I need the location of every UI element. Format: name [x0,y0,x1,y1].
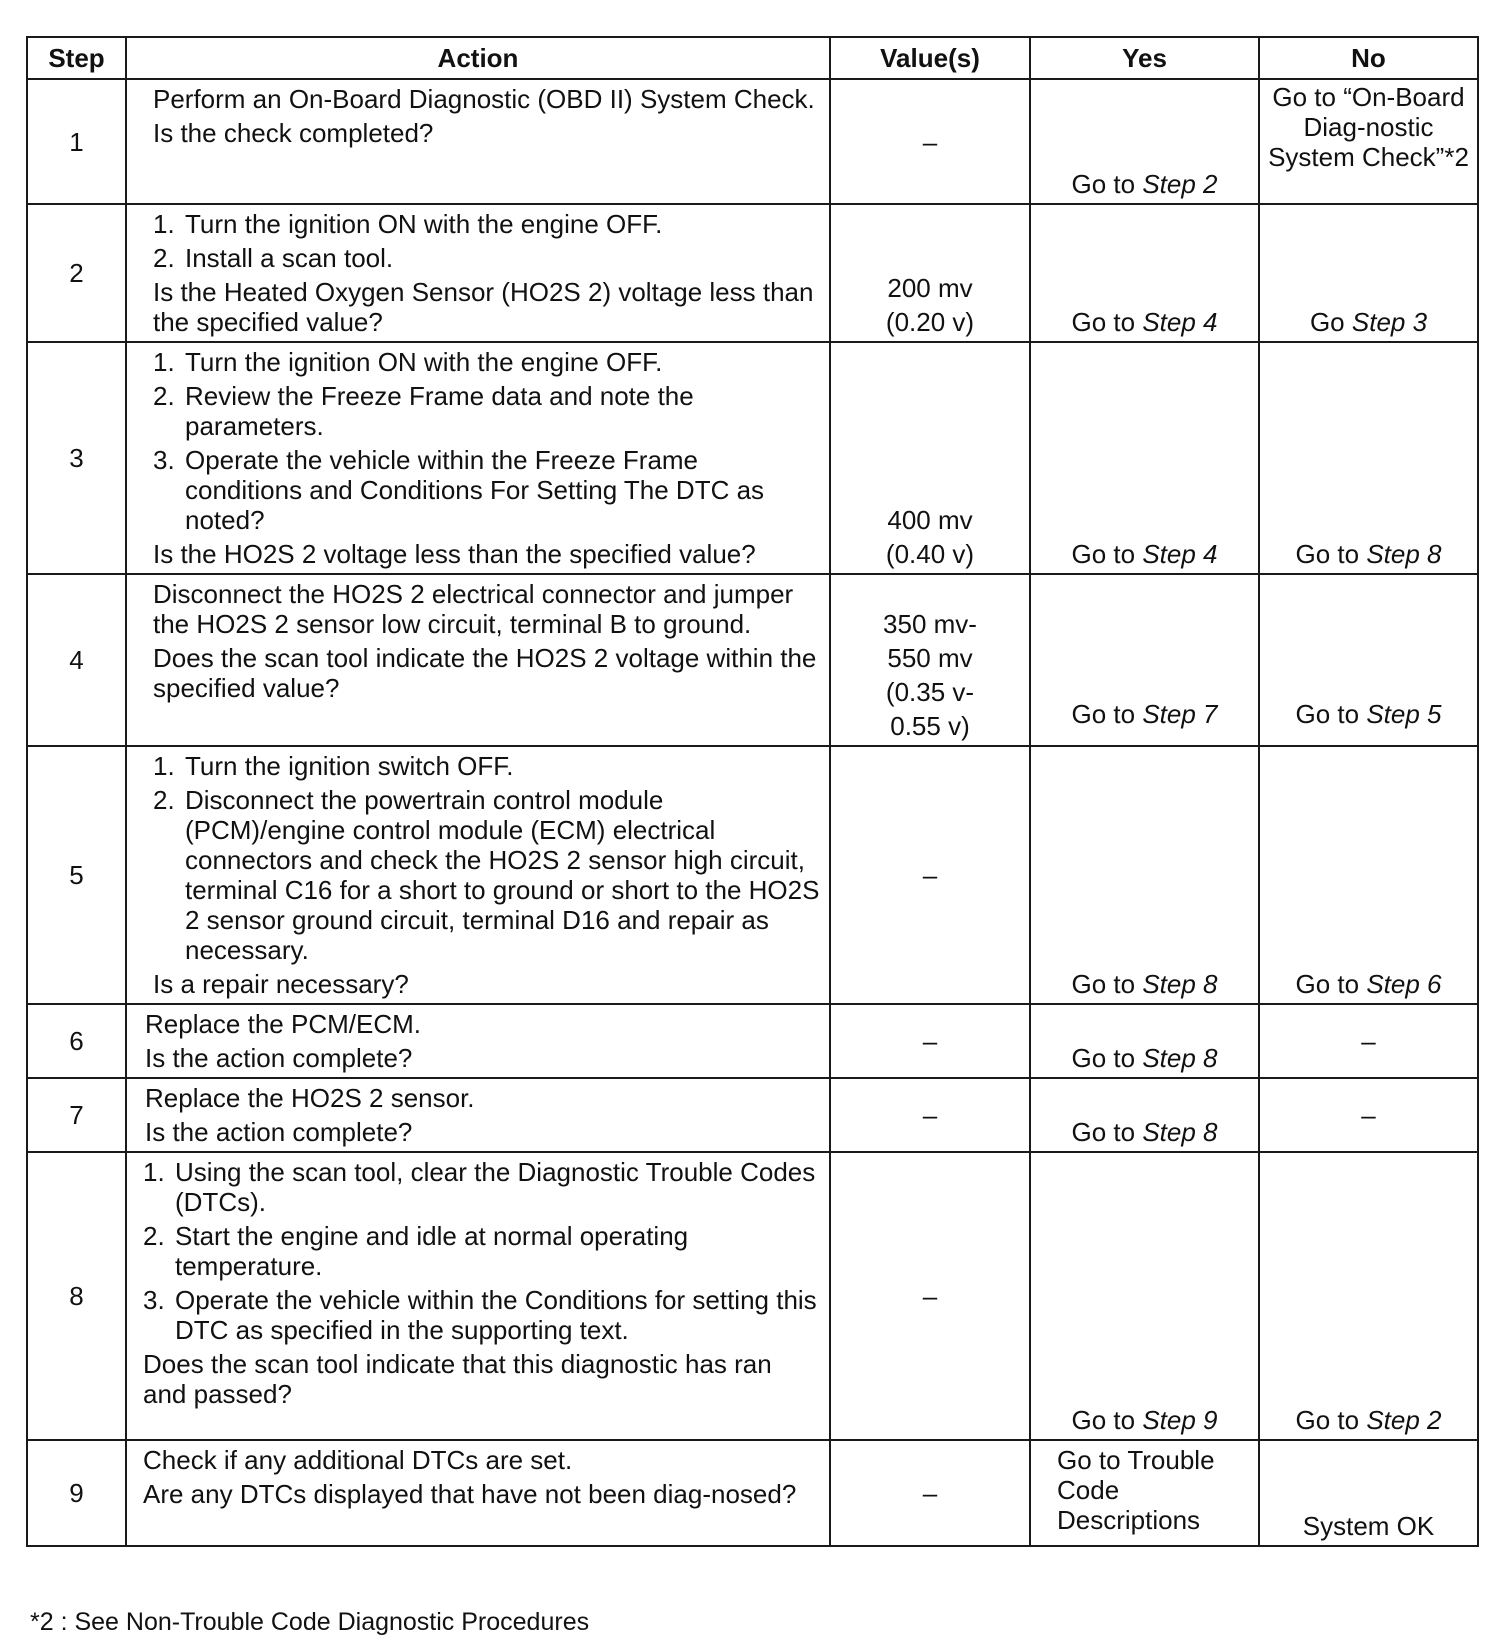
action-cell [126,746,830,1004]
action-cell [126,574,830,746]
no-cell: Go Step 3 [1259,204,1478,342]
list-item: 2. Disconnect the powertrain control module (PCM)/engine control module (ECM) electrical connectors and check the HO2S 2 sensor high circuit, terminal C16 for a short to ground or short to the HO2S 2 sensor ground circuit, terminal D16 and repair as necessary. [153,785,820,965]
step-number: 7 [27,1078,126,1152]
yes-step-link[interactable]: Step 8 [1142,969,1218,999]
step-number: 2 [27,204,126,342]
yes-step-link[interactable]: Step 8 [1142,1043,1218,1073]
yes-cell: Go to Step 4 [1030,342,1259,574]
yes-cell: Go to Step 8 [1030,746,1259,1004]
value-cell: – [830,79,1030,204]
header-step: Step [27,37,126,79]
action-text: Perform an On-Board Diagnostic (OBD II) System Check. [153,84,815,114]
action-cell [126,1152,830,1440]
list-number: 2. [143,1221,165,1251]
no-text[interactable]: Go to “On-Board Diag-nostic System Check”*2 [1268,82,1469,172]
table-row [27,1078,1478,1152]
action-list [143,1157,821,1345]
list-item: 2. Install a scan tool. [153,243,394,273]
no-step-link[interactable]: Step 2 [1366,1405,1442,1435]
action-question: Is the action complete? [145,1117,413,1147]
list-item: 1. Using the scan tool, clear the Diagnostic Trouble Codes (DTCs). [143,1157,816,1217]
value-cell: – [830,746,1030,1004]
step-number: 4 [27,574,126,746]
footnote: *2 : See Non-Trouble Code Diagnostic Procedures [30,1608,590,1636]
no-cell [1259,79,1478,204]
table-row [27,574,1478,746]
no-cell: – [1259,1078,1478,1152]
action-cell [126,204,830,342]
action-cell [126,79,830,204]
action-question: Is the Heated Oxygen Sensor (HO2S 2) voltage less than the specified value? [153,277,814,337]
action-question: Are any DTCs displayed that have not been diag-nosed? [143,1479,797,1509]
yes-link-trouble-codes[interactable]: Go to Trouble Code Descriptions [1057,1445,1215,1535]
action-text: Replace the HO2S 2 sensor. [145,1083,475,1113]
action-cell [126,1078,830,1152]
value-cell: – [830,1152,1030,1440]
list-item: 1. Turn the ignition switch OFF. [153,751,514,781]
table-row [27,1004,1478,1078]
no-step-link[interactable]: Step 3 [1351,307,1428,337]
list-item: 2. Start the engine and idle at normal operating temperature. [143,1221,689,1281]
action-question: Is the action complete? [145,1043,413,1073]
action-cell [126,1440,830,1546]
value-cell: 350 mv- 550 mv (0.35 v- 0.55 v) [830,574,1030,746]
list-number: 1. [153,347,175,377]
value-cell: – [830,1078,1030,1152]
yes-step-link[interactable]: Step 4 [1142,307,1218,337]
step-number: 8 [27,1152,126,1440]
table-row [27,342,1478,574]
header-yes: Yes [1030,37,1259,79]
list-item: 1. Turn the ignition ON with the engine OFF. [153,347,663,377]
yes-cell [1030,79,1259,204]
no-step-link[interactable]: Step 5 [1366,699,1442,729]
action-text: Check if any additional DTCs are set. [143,1445,573,1475]
no-cell: Go to Step 5 [1259,574,1478,746]
action-question: Is the HO2S 2 voltage less than the specified value? [153,539,756,569]
yes-cell: Go to Step 8 [1030,1004,1259,1078]
action-list [153,751,821,965]
action-list [153,209,821,273]
yes-cell: Go to Step 9 [1030,1152,1259,1440]
step-number: 6 [27,1004,126,1078]
diagnostic-table [26,36,1479,1547]
value-cell: 200 mv (0.20 v) [830,204,1030,342]
yes-step-link[interactable]: Step 7 [1142,699,1218,729]
value-cell: – [830,1440,1030,1546]
yes-cell [1030,1440,1259,1546]
list-number: 1. [153,209,175,239]
action-question: Is a repair necessary? [153,969,409,999]
list-number: 3. [153,445,175,475]
header-no: No [1259,37,1478,79]
list-number: 2. [153,243,175,273]
list-number: 1. [153,751,175,781]
no-step-link[interactable]: Step 6 [1366,969,1442,999]
step-number: 3 [27,342,126,574]
no-step-link[interactable]: Step 8 [1366,539,1442,569]
table-row [27,204,1478,342]
yes-cell: Go to Step 7 [1030,574,1259,746]
list-number: 3. [143,1285,165,1315]
yes-step-link[interactable]: Step 9 [1142,1405,1218,1435]
list-item: 2. Review the Freeze Frame data and note the parameters. [153,381,694,441]
value-cell: 400 mv (0.40 v) [830,342,1030,574]
header-action: Action [126,37,830,79]
yes-step-link[interactable]: Step 2 [1142,169,1218,199]
action-text: Replace the PCM/ECM. [145,1009,421,1039]
action-list [153,347,821,535]
action-cell [126,1004,830,1078]
action-cell [126,342,830,574]
value-cell: – [830,1004,1030,1078]
list-item: 3. Operate the vehicle within the Freeze Frame conditions and Conditions For Setting The DTC as noted? [153,445,765,535]
table-row [27,1152,1478,1440]
action-text: Disconnect the HO2S 2 electrical connector and jumper the HO2S 2 sensor low circuit, terminal B to ground. [153,579,794,639]
yes-cell: Go to Step 4 [1030,204,1259,342]
table-row [27,1440,1478,1546]
list-item: 1. Turn the ignition ON with the engine OFF. [153,209,663,239]
action-question: Does the scan tool indicate the HO2S 2 voltage within the specified value? [153,643,817,703]
no-cell: Go to Step 2 [1259,1152,1478,1440]
header-values: Value(s) [830,37,1030,79]
table-row [27,79,1478,204]
step-number: 9 [27,1440,126,1546]
action-question: Is the check completed? [153,118,434,148]
yes-step-link[interactable]: Step 4 [1142,539,1218,569]
action-question: Does the scan tool indicate that this diagnostic has ran and passed? [143,1349,772,1409]
no-cell: – [1259,1004,1478,1078]
yes-prefix: Go to [1071,169,1136,199]
list-number: 1. [143,1157,165,1187]
yes-step-link[interactable]: Step 8 [1142,1117,1218,1147]
step-number: 5 [27,746,126,1004]
table-row [27,746,1478,1004]
header-row [27,37,1478,79]
yes-cell: Go to Step 8 [1030,1078,1259,1152]
list-item: 3. Operate the vehicle within the Conditions for setting this DTC as specified in the supporting text. [143,1285,817,1345]
list-number: 2. [153,785,175,815]
no-cell: Go to Step 8 [1259,342,1478,574]
step-number: 1 [27,79,126,204]
no-cell: Go to Step 6 [1259,746,1478,1004]
no-cell: System OK [1259,1440,1478,1546]
list-number: 2. [153,381,175,411]
